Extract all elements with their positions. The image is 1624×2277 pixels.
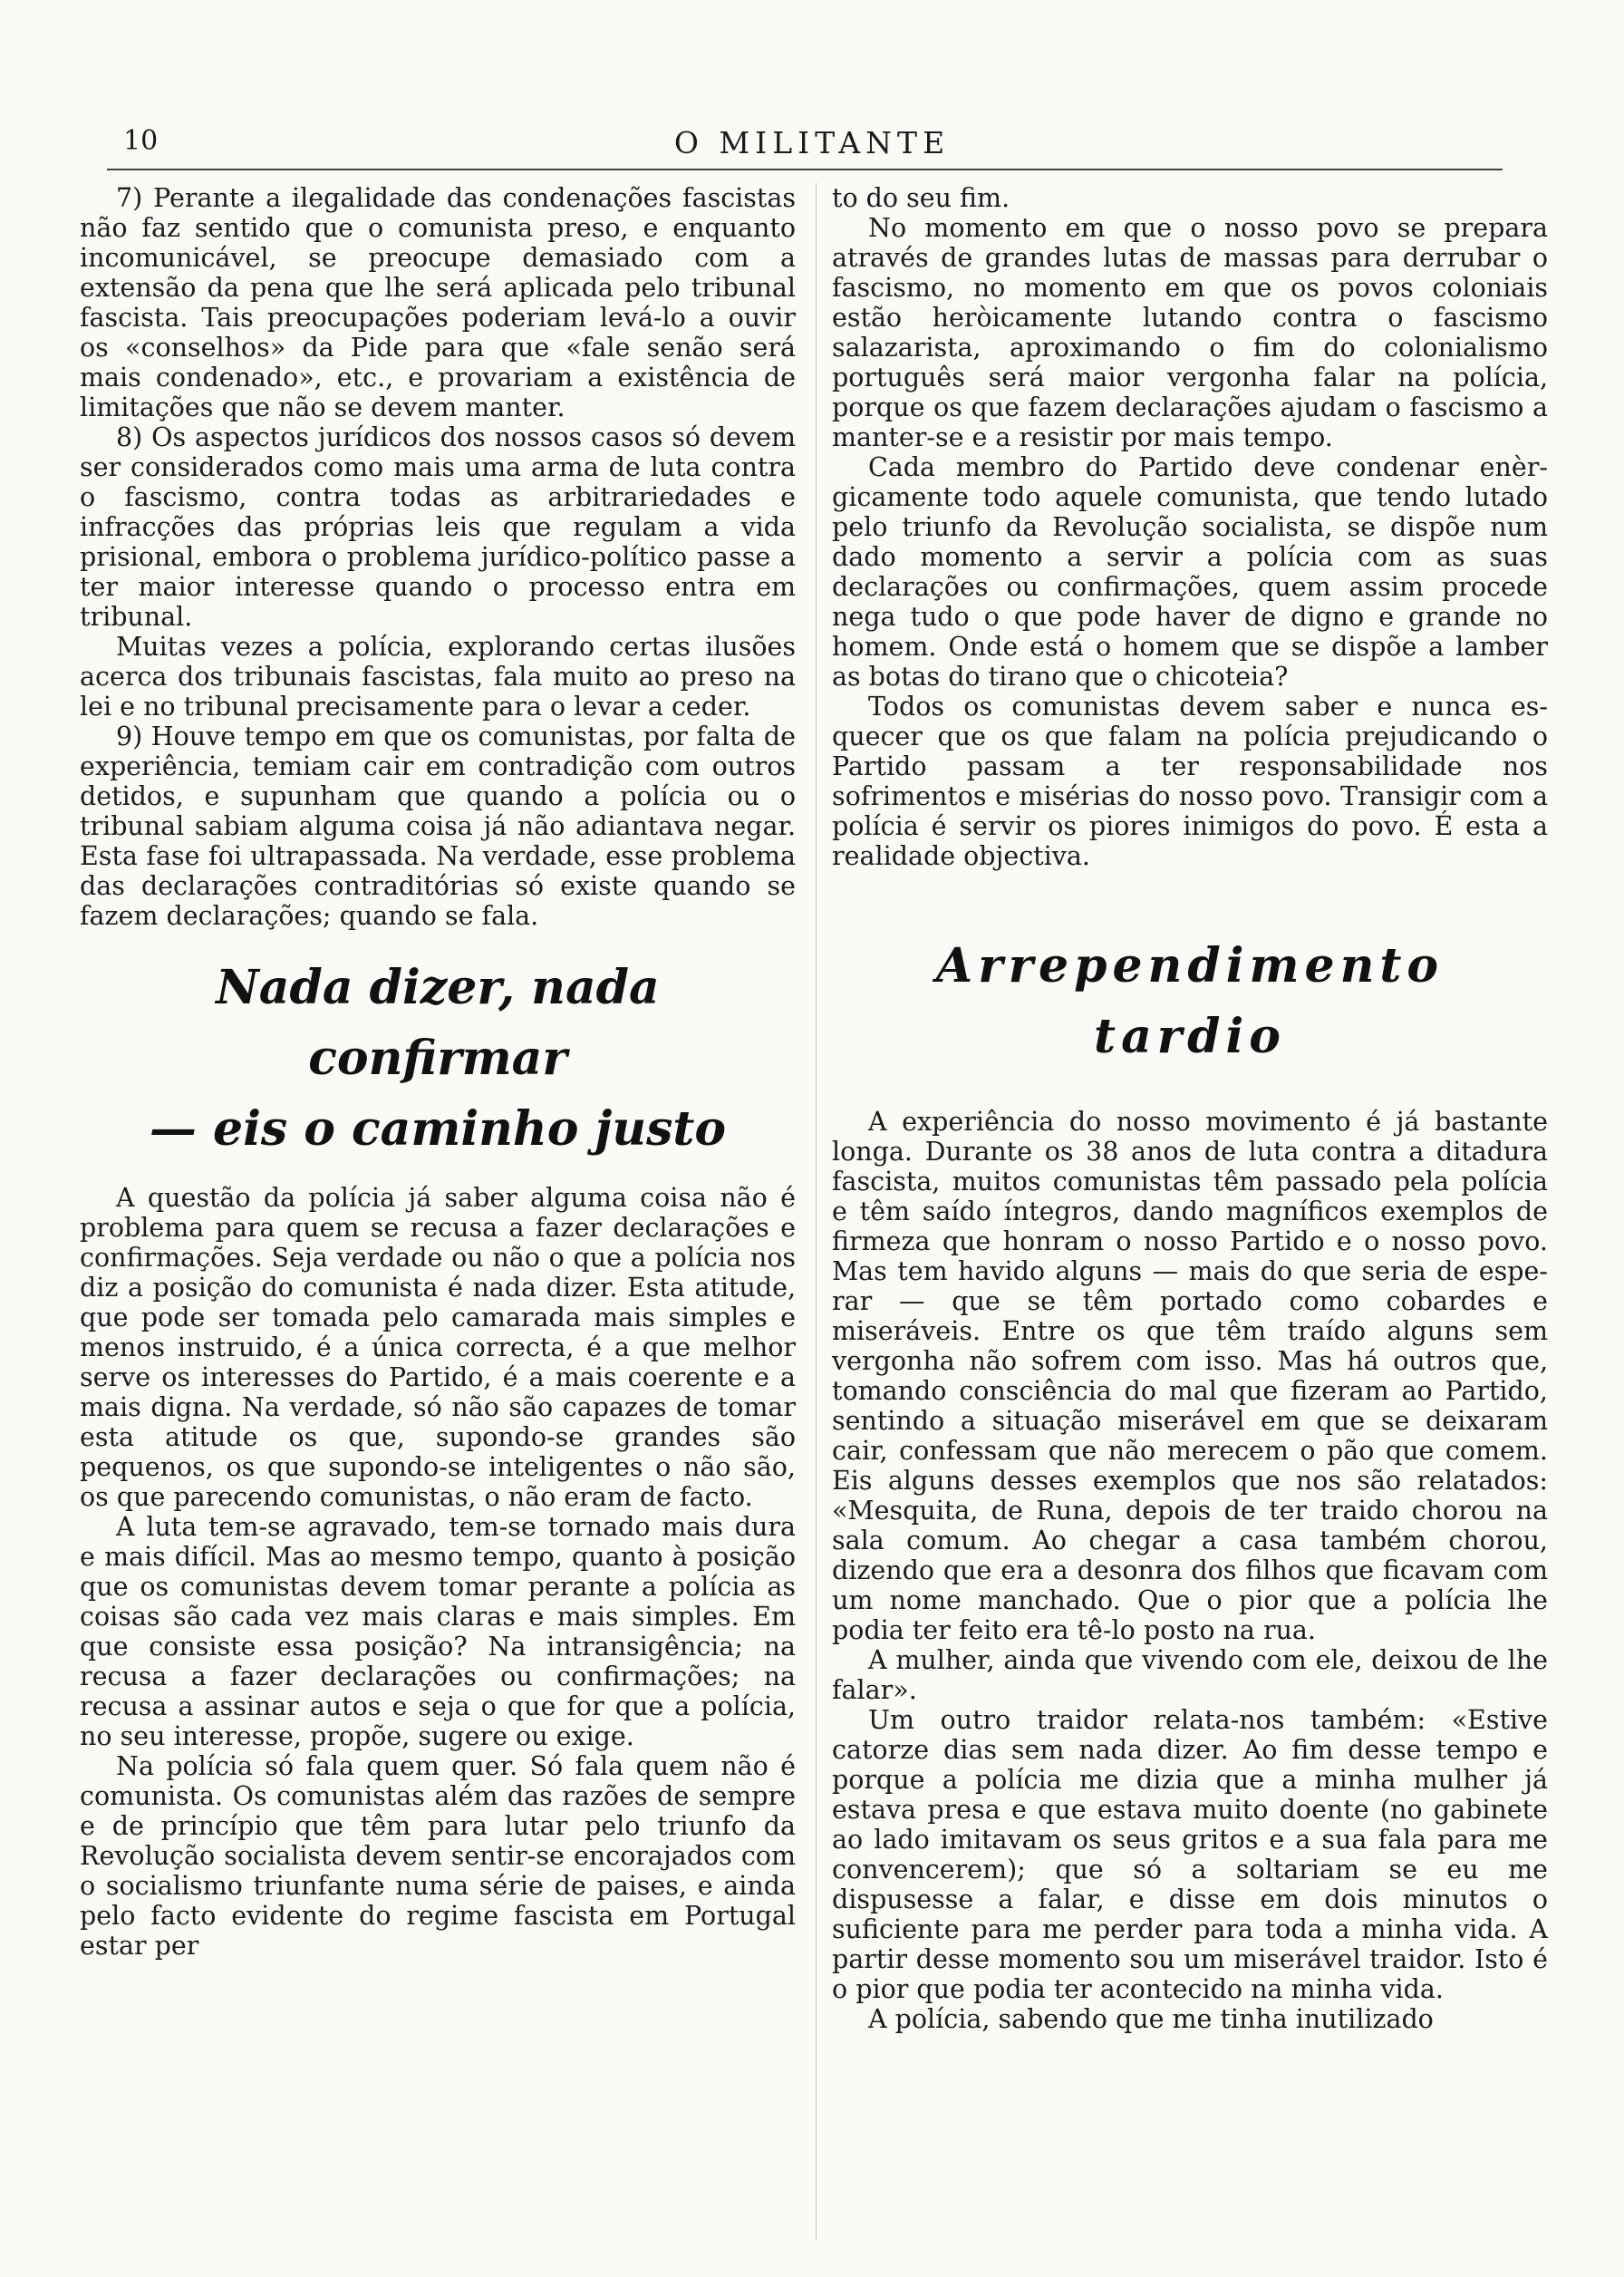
- page-number: 10: [123, 125, 159, 157]
- headline-nada-dizer: [80, 953, 796, 1165]
- header-rule: [107, 169, 1503, 170]
- headline-arrependimento-tardio: Arrependimento tardio: [935, 938, 1445, 1064]
- publication-title: O MILITANTE: [673, 125, 951, 160]
- paragraph: A mulher, ainda que vivendo com ele, deixou de lhe falar».: [832, 1645, 1548, 1705]
- paragraph: A experiência do nosso movimento é já bastante longa. Durante os 38 anos de luta contra a ditadura fascista, muitos comunistas têm passado pela polícia e têm saído íntegros, dando magníficos exemplos de firmeza que honram o nosso Partido e o nosso povo. Mas tem havido alguns — mais do que seria de esperar — que se têm portado como cobardes e miseráveis. Entre os que têm traído alguns sem vergonha não sofrem com isso. Mas há outros que, tomando consciência do mal que fizeram ao Partido, sentindo a situação miserável em que se deixaram cair, confessam que não merecem o pão que comem. Eis alguns desses exemplos que nos são relatados: «Mesquita, de Runa, depois de ter traido chorou na sala comum. Ao chegar a casa também chorou, dizendo que era a desonra dos filhos que ficavam com um nome manchado. Que o pior que a polícia lhe podia ter feito era tê-lo posto na rua.: [832, 1107, 1548, 1645]
- paragraph: Todos os comunistas devem saber e nunca esquecer que os que falam na polícia prejudicando o Partido passam a ter responsabilidade nos sofrimentos e misérias do nosso povo. Transigir com a polícia é servir os piores inimigos do povo. É esta a realidade objectiva.: [832, 692, 1548, 871]
- paragraph-7: 7) Perante a ilegalidade das condenações fascistas não faz sentido que o comunista preso, e enquanto incomunicável, se preocupe demasiado com a extensão da pena que lhe será aplicada pelo tribunal fascista. Tais preocupações poderiam levá-lo a ouvir os «conselhos» da Pide para que «fale senão será mais condenado», etc., e provariam a existência de limitações que não se devem manter.: [80, 183, 796, 422]
- column-divider: [816, 183, 817, 2241]
- paragraph-8: 8) Os aspectos jurídicos dos nossos casos só devem ser considerados como mais uma arma de luta contra o fascismo, contra todas as arbitrariedades e infracções das próprias leis que regulam a vida prisional, embora o problema jurídico-político passe a ter maior interesse quando o processo entra em tribunal.: [80, 422, 796, 632]
- paragraph-police-illusions: Muitas vezes a polícia, explorando certas ilusões acerca dos tribunais fascistas, fala muito ao preso na lei e no tribunal precisamente para o levar a ceder.: [80, 632, 796, 722]
- paragraph: A questão da polícia já saber alguma coisa não é problema para quem se recusa a fazer declarações e confirmações. Seja verdade ou não o que a polícia nos diz a posição do comunista é nada dizer. Esta atitude, que pode ser tomada pelo camarada mais simples e menos instruido, é a única correcta, é a que melhor serve os interesses do Partido, é a mais coerente e a mais digna. Na verdade, só não são capazes de tomar esta atitude os que, supondo-se grandes são pequenos, os que supondo-se inteligentes o não são, os que parecendo comunistas, o não eram de facto.: [80, 1183, 796, 1512]
- paragraph: Um outro traidor relata-nos também: «Estive catorze dias sem nada dizer. Ao fim desse tempo e porque a polícia me dizia que a minha mulher já estava presa e que estava muito doente (no gabinete ao lado imitavam os seus gritos e a sua fala para me convencerem); que só a soltariam se eu me dispusesse a falar, e disse em dois minutos o suficiente para me perder para toda a minha vida. A partir desse momento sou um miserável traidor. Isto é o pior que podia ter acontecido na minha vida.: [832, 1705, 1548, 2004]
- paragraph: No momento em que o nosso povo se prepara através de grandes lutas de massas para derrubar o fascismo, no momento em que os povos coloniais estão heròicamente lutando contra o fascismo salazarista, aproximando o fim do colonialismo português será maior vergonha falar na polícia, porque os que fazem declarações ajudam o fascismo a manter-se e a resistir por mais tempo.: [832, 213, 1548, 452]
- headline-line-1: Nada dizer, nada confirmar: [216, 960, 660, 1086]
- headline-line-2: — eis o caminho justo: [149, 1101, 727, 1157]
- page-header: [123, 125, 1501, 169]
- paragraph: A luta tem-se agravado, tem-se tornado mais dura e mais difícil. Mas ao mesmo tempo, quanto à posição que os comunistas devem tomar perante a polícia as coisas são cada vez mais claras e mais simples. Em que consiste essa posição? Na intransigência; na recusa a fazer declarações ou confirmações; na recusa a assinar autos e seja o que for que a polícia, no seu interesse, propõe, sugere ou exige.: [80, 1512, 796, 1751]
- paragraph: Na polícia só fala quem quer. Só fala quem não é comunista. Os comunistas além das razões de sempre e de princípio que têm para lutar pelo triunfo da Revolução socialista devem sentir-se encorajados com o socialismo triunfante numa série de paises, e ainda pelo facto evidente do regime fascista em Portugal estar per: [80, 1751, 796, 1961]
- right-column: [832, 183, 1548, 2034]
- paragraph: Cada membro do Partido deve condenar enèrgicamente todo aquele comunista, que tendo lutado pelo triunfo da Revolução socialista, se dispõe num dado momento a servir a polícia com as suas declarações ou confirmações, quem assim procede nega tudo o que pode haver de digno e grande no homem. Onde está o homem que se dispõe a lamber as botas do tirano que o chicoteia?: [832, 452, 1548, 692]
- left-column: [80, 183, 796, 1961]
- paragraph-continuation: to do seu fim.: [832, 183, 1010, 213]
- paragraph: A polícia, sabendo que me tinha inutilizado: [868, 2004, 1434, 2034]
- paragraph-9: 9) Houve tempo em que os comunistas, por falta de experiência, temiam cair em contradição com outros detidos, e supunham que quando a polícia ou o tribunal sabiam alguma coisa já não adiantava negar. Esta fase foi ultrapassada. Na verdade, esse problema das declarações contraditórias só existe quando se fazem declarações; quando se fala.: [80, 722, 796, 931]
